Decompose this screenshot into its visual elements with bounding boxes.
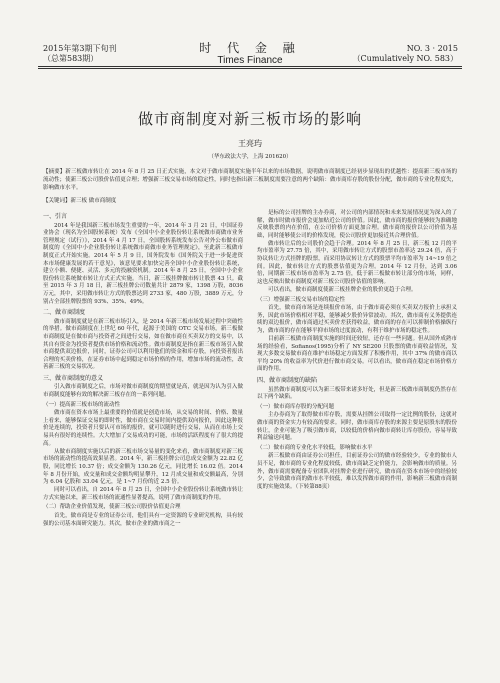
paragraph: 首先，做市商市场是连续报价市场，由于做市商必须在买卖双方报价上承担义务，因此市场价格相对平稳，能够减少股价异常波动。其次，做市商有义务提供连续的双边报价，做市商通过买卖价差获得收益，做市商的存在可以抑制价格操纵行为，做市商的存在能够平抑市场的过度波动，有利于维护市场的稳定性。 — [257, 305, 457, 334]
paragraph: 虽然做市商制度可以为新三板带来诸多好处，但是新三板做市商制度仍然存在以下两个缺陷。 — [257, 386, 457, 401]
paragraph: 首先，做市商是专业的证券公司，他们具有一定资源的专业研究机构，具有较强的公司基本面研究能力。其次，做市企业的做市商之一 — [43, 512, 243, 527]
section-heading: （三）增强新三板交易市场的稳定性 — [257, 296, 346, 303]
abstract: 【摘要】新三板做市转让在 2014 年 8 月 25 日正式实施，本文对于做市商制度实施半年以来的市场数据，说明做市商制度已经初步显现出的优越性：提高新三板市场的流动性；使新三板公司股价估值更合理；增强新三板交易市场的稳定性，同时也指出新三板制度需要注意的两个缺陷：做市商库存股的股份分配，做市商的专业化程度失，影响做市水平。 — [43, 169, 457, 191]
right-column — [257, 210, 457, 492]
header-rule — [38, 66, 462, 67]
paragraph: 做市转让后的公司股价会趋于合理。2014 年 8 月 25 日，新三板 12 月的平均市盈率为 27.75 倍，其中，采用做市转让方式的股票市盈率达 29.24 倍，高于协议转让方式挂牌的股票，而采用协议转让方式的股票平均市盈率为 14~19 倍之间。因此，做市转让方式的股票估值更为合理。2014 年 12 月份，达到 3.06 倍，同期新三板市场市盈率为 2.75 倍，低于新三板做市转让部分的市场，同样，这也反映出做市商制度对新三板公司股价估值的影响。 — [257, 240, 457, 285]
section-heading: 二、做市商制度 — [43, 309, 86, 317]
paragraph: 从做市商制度实施以后的新三板市场交易量的变化来看，做市商制度对新三板市场的流动性的提高效果显著。2014 年，新三板挂牌公司总成交金额为 22.82 亿股，同比增长 10.37 倍；成交金额为 130.26 亿元，同比增长 16.02 倍。2014 年 8 月份开始，成交量和成交金额均明显攀升，12 月成交量和成交额最高，分别为 6.04 亿股和 33.04 亿元，是 1~7 月份的近 2.5 倍。 — [43, 448, 243, 486]
journal-masthead — [190, 41, 310, 67]
paragraph: 主办券商为了取得做市库存股，需要从挂牌公司取得一定比例的股份，这就对做市商的资金实力有较高的要求。同时，做市商库存股的来源主要是原股东的股份转让，企业可能为了吸引做市商，以较低的价格向做市商转让库存股份，容易导致利益输送问题。 — [257, 412, 457, 442]
paragraph: 同时可以看出，自 2014 年 8 月 25 日，全国中小企业股份转让系统做市转让方式实施以来，新三板市场的流通性显著提高，说明了做市商制度的作用。 — [43, 487, 243, 501]
keywords: 【关键词】新三板 做市商制度 — [43, 198, 117, 204]
section-heading: （一）做市商库存股的分配问题 — [257, 403, 335, 410]
section-heading: （二）帮助企业价值发现，使新三板公司股价估值更合理 — [43, 504, 181, 511]
journal-name-cn: 时 代 金 融 — [199, 41, 301, 55]
paragraph: 可以看出，做市商制度使新三板挂牌企业的股价更趋于合理。 — [268, 286, 417, 293]
left-column — [43, 210, 243, 529]
paragraph: 是标的公司挂牌的主办券商，对公司的内部情况和未来发展情况更为深入的了解，做市时做市报价会更加贴近公司的价值。因此，做市商的报价能够较为准确地反映股票的内在价值，在公司价格方面更加合理。做市商的报价以公司价值为基础，同时能够使公司的价格发现，使公司股价更加接近其合理价值。 — [257, 210, 457, 239]
paragraph: 目前新三板做市商制度实施的时间还较短，还存在一些问题。但从国外成熟市场的经验看，Sofianos(1995)分析了 NY SE200 只股票的做市商收益情况，发现大多数交易做市商在维护市场稳定方面发挥了积极作用，其中 37% 的做市商以平均 20% 的收益率为代价进行做市商交易。可以看出，做市商在稳定市场价格方面的作用。 — [257, 336, 457, 373]
issue-info-en — [353, 44, 458, 64]
issue-cn-total: （总第583期） — [43, 54, 99, 63]
section-heading: （一）提高新三板市场的流动性 — [43, 401, 121, 408]
section-heading: 四、做市商制度的缺陷 — [257, 376, 318, 384]
section-heading: 一、引言 — [43, 213, 68, 220]
paragraph: 2014 年是我国新三板市场发生重要的一年，2014 年 3 月 21 日，中国证券业协会（现名为全国股转系统）发布《全国中小企业股份转让系统做市商做市业务管理规定（试行）》，2014 年 4 月 17 日，全国股转系统发布公告对外公布做市商制度的《全国中小企业股份转让系统做市商做市业务管理规定》，至此新三板做市制度正式开始实施。2014 年 5 月 9 日，国务院发布《国务院关于进一步促进资本市场健康发展的若干意见》，该意见要求加快完善全国中小企业股份转让系统，建立小额、便捷、灵活、多元的投融资机制。2014 年 8 月 25 日，全国中小企业股份转让系统做市转让方式正式实施。当日，新三板挂牌做市转让股票 43 只。截至 2015 年 3 月 18 日，新三板挂牌公司数量共计 2879 家，1398 万股，8036 万元，其中，采用做市转让方式的股票达到 2733 家，480 万股，3889 万元，分别占全部挂牌股票的 93%、35%、49%。 — [43, 222, 243, 305]
section-heading: （二）做市商的专业化水平较低，影响做市水平 — [257, 444, 373, 451]
article-title: 做市商制度对新三板市场的影响 — [137, 110, 362, 128]
issue-cn: 2015年第3期下旬刊 — [43, 44, 117, 53]
issue-en: NO. 3 · 2015 — [406, 44, 458, 53]
paragraph: 做市商制度就是在新三板市场引入，是 2014 年新三板市场发展过程中突破性的举措。做市商制度在上世纪 60 年代，起源于美国的 OTC 交易市场，新三板做市商制度是在做市商与投资者之间进行交易，如在做市商在买卖双方的交易中，以其自有资金为投资者提供市场价格和流动性。做市商制度是指在新三板市场引入做市商提供双边报价，同时，证券公司可以利用他们的资金和库存股，向投资者报出合理的买卖价格，在证券市场中起到稳定市场价格的作用，增加市场的流动性，改善新三板的交易状况。 — [43, 318, 243, 371]
issue-info-cn — [43, 44, 116, 64]
paragraph: 新三板做市商由证券公司担任，目前证券公司的做市经验较少，专业的做市人员不足，做市商的专业化程度较低，做市商缺乏定价能力，会影响做市的质量。另外，做市商需要配备专业团队对挂牌企业进行研究，做市商在资本市场中的经验较少，会导致做市商的做市水平较低，难以发挥做市商的作用，影响新三板做市商制度的实施效果。（下转第88页） — [257, 453, 457, 490]
header-rule-thin — [38, 68, 462, 69]
author-affiliation: （华东政法大学，上海 201620） — [208, 154, 292, 160]
paragraph: 做市商在资本市场上最重要的价值就是创造市场，从交易的时间、价格、数量上看来，能够保证交易的即时性，做市商在交易时间内提供双向报价，因此这种报价是连续的，投资者只要认可市场的报价，就可以随时进行交易，从而在市场上交易具有很好的连续性。大大增加了交易成功的可能，市场的活跃程度有了很大的提高。 — [43, 410, 243, 447]
section-heading: 三、做市商制度的意义 — [43, 374, 104, 382]
issue-en-cumulative: （Cumulatively NO. 583） — [352, 54, 458, 63]
paragraph: 引入做市商制度之后，市场对做市商制度的期望就是高，就是因为认为引入做市商制度能够有效的解决新三板存在的一系列问题。 — [43, 384, 243, 399]
journal-name-en: Times Finance — [217, 55, 283, 66]
article-author: 王亮玙 — [238, 139, 262, 148]
